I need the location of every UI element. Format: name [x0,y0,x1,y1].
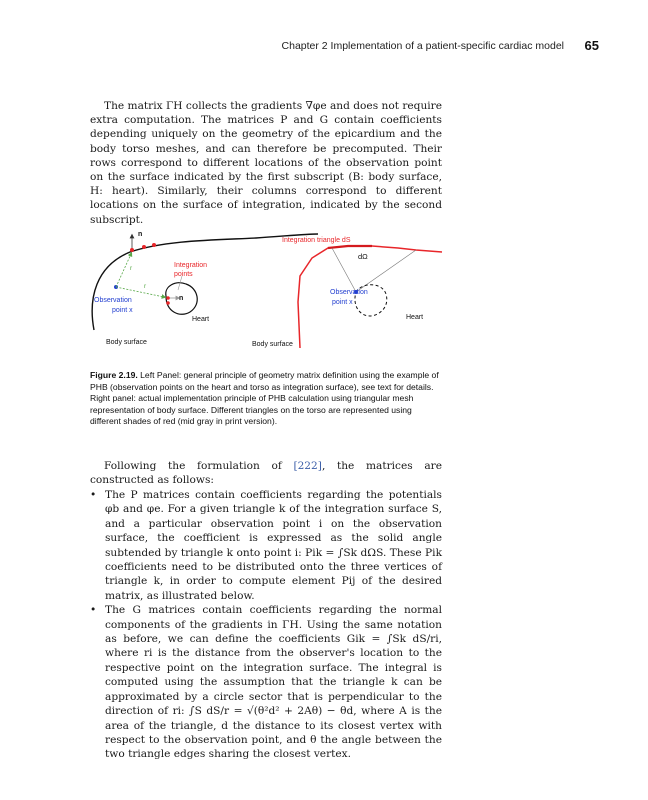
ray-1 [332,248,356,292]
page-header [0,38,648,54]
paragraph-text: The matrix ΓH collects the gradients ∇φe and does not require extra computation. The matrices P and G contain coefficients depending uniquely on the geometry of the epicardium and the body torso meshes, and can therefore be precomputed. Their rows correspond to different locations of the observation point on the surface indicated by the first subscript (B: body surface, H: heart). Similarly, their columns correspond to different locations on the surface of integration, indicated by the second subscript. [90,100,442,226]
bullet-text: The P matrices contain coefficients regarding the potentials φb and φe. For a given triangle k of the integration surface S, and a particular observation point i on the observation surface, the coefficient is expressed as the solid angle subtended by triangle k onto point i: Pik = ∫Sk dΩS. These Pik coefficients need to be distributed onto the three vertices of triangle k, in order to compute element Pij of the desired matrix, as illustrated below. [105,489,442,602]
bullet-icon: • [90,489,97,501]
normal-label-top: n [138,231,143,238]
r-label-1: r [130,265,133,272]
right-panel [252,237,442,348]
integration-point [130,248,134,252]
integration-point [142,245,146,249]
r-vector-2 [116,287,164,297]
integration-triangle-label: Integration triangle dS [282,237,351,244]
running-title: Chapter 2 Implementation of a patient-specific cardiac model [281,40,564,52]
heart-point [166,301,170,305]
heart-label-right: Heart [406,314,424,321]
r-label-2: r [144,283,147,290]
heart-point [166,296,170,300]
citation-link[interactable]: [222] [293,460,322,472]
page-number: 65 [584,38,599,53]
figure-graphic [86,228,446,356]
bullet-text: The G matrices contain coefficients regarding the normal components of the gradients in ΓH. Using the same notation as before, we can define the coefficients Gik = ∫Sk dS/ri, where ri is the distance from the observer's location to the respective point on the integration surface. The integral is computed using the assumption that the triangle k can be approximated by a circle sector that is perpendicular to the direction of ri: ∫S dS/r = √(θ²d² + 2Aθ) − θd, where A is the area of the triangle, d the distance to its closest vertex with respect to the observation point, and θ the angle between the two triangle edges sharing the closest vertex. [105,604,442,761]
solid-angle-label: dΩ [358,252,368,261]
normal-label-heart: n [179,295,184,302]
list-item [90,603,442,761]
matrix-bullet-list [90,488,442,762]
integration-triangle [328,246,372,248]
heart-label-left: Heart [192,316,210,323]
bullet-icon: • [90,604,97,617]
figure-caption [90,370,440,428]
figure-2-19 [86,228,446,356]
body-surface-label-right: Body surface [252,341,293,348]
observation-point-label-left: Observation point x [94,297,133,314]
paragraph-text [90,459,442,487]
left-panel [92,231,318,346]
caption-label: Figure 2.19. [90,370,138,380]
caption-text: Left Panel: general principle of geometry matrix definition using the example of PHB (observation points on the heart and torso as integration surface), see text for details. Right panel: actual implementation principle of PHB calculation using triangular mesh representation of body surface. Different triangles on the torso are represented using different shades of red (mid gray in print version). [90,370,439,427]
observation-point-label-right: Observation point x [330,289,368,306]
list-item [90,488,442,603]
para2-after: , the matrices are constructed as follows: [90,460,442,487]
intro-paragraph [90,99,442,227]
formulation-paragraph [90,459,442,487]
body-surface-label-left: Body surface [106,339,147,346]
para2-before: Following the formulation of [104,460,294,472]
integration-points-label: Integration points [174,262,208,278]
body-surface-mesh [298,246,442,348]
integration-point [152,243,156,247]
